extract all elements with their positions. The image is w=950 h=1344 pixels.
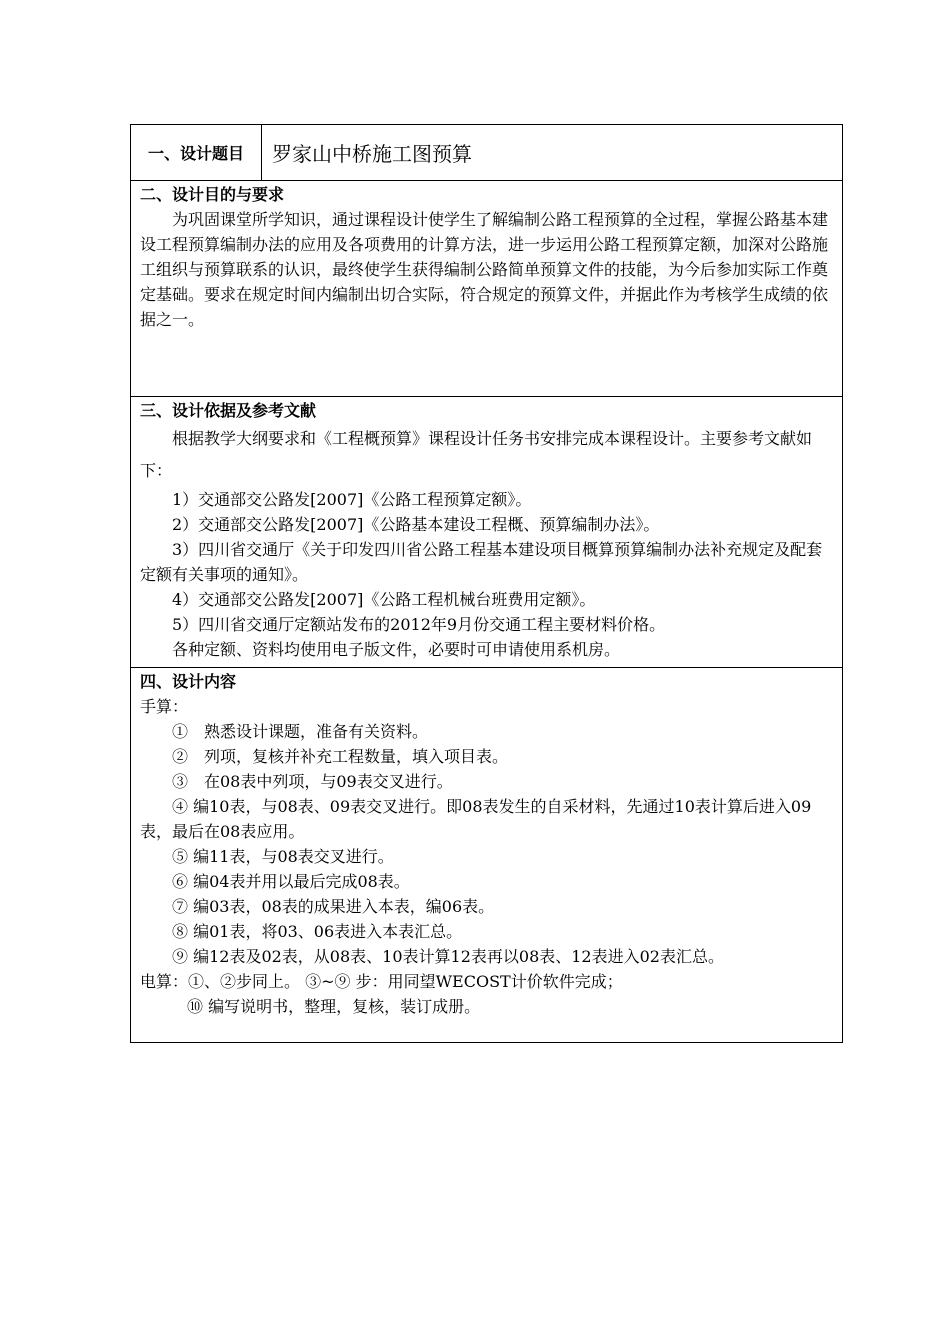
design-topic-row: [131, 125, 842, 181]
purpose-section: [131, 181, 842, 397]
step-item: ⑥ 编04表并用以最后完成08表。: [172, 872, 410, 891]
step-item: ② 列项，复核并补充工程数量，填入项目表。: [172, 747, 509, 766]
references-intro: 根据教学大纲要求和《工程概预算》课程设计任务书安排完成本课程设计。主要参考文献如下：: [140, 429, 813, 480]
references-section: [131, 397, 842, 668]
references-heading: 三、设计依据及参考文献: [140, 401, 317, 420]
references-note: 各种定额、资料均使用电子版文件，必要时可申请使用系机房。: [172, 640, 621, 659]
final-step: ⑩ 编写说明书，整理，复核，装订成册。: [187, 997, 481, 1016]
design-topic-label: 一、设计题目: [131, 125, 262, 180]
reference-item: 1）交通部交公路发[2007]《公路工程预算定额》。: [172, 490, 532, 509]
design-topic-title: 罗家山中桥施工图预算: [272, 142, 472, 166]
purpose-text: 为巩固课堂所学知识，通过课程设计使学生了解编制公路工程预算的全过程，掌握公路基本建设工程预算编制办法的应用及各项费用的计算方法，进一步运用公路工程预算定额，加深对公路施工组织与预算联系的认识，最终使学生获得编制公路简单预算文件的技能，为今后参加实际工作奠定基础。要求在规定时间内编制出切合实际，符合规定的预算文件，并据此作为考核学生成绩的依据之一。: [140, 210, 829, 329]
reference-item: 4）交通部交公路发[2007]《公路工程机械台班费用定额》。: [172, 590, 596, 609]
design-task-table: [130, 124, 843, 1043]
content-heading: 四、设计内容: [140, 672, 237, 691]
purpose-heading: 二、设计目的与要求: [140, 185, 285, 204]
step-item: ⑦ 编03表，08表的成果进入本表，编06表。: [172, 897, 495, 916]
computer-method: 电算：①、②步同上。 ③~⑨ 步：用同望WECOST计价软件完成；: [140, 972, 623, 991]
content-section: [131, 668, 842, 1042]
step-item: ⑨ 编12表及02表，从08表、10表计算12表再以08表、12表进入02表汇总。: [172, 947, 724, 966]
reference-item: 2）交通部交公路发[2007]《公路基本建设工程概、预算编制办法》。: [172, 515, 660, 534]
manual-label: 手算：: [140, 697, 189, 716]
reference-item: 3）四川省交通厅《关于印发四川省公路工程基本建设项目概算预算编制办法补充规定及配套定额有关事项的通知》。: [140, 540, 823, 584]
step-item: ⑤ 编11表，与08表交叉进行。: [172, 847, 394, 866]
step-item: ⑧ 编01表，将03、06表进入本表汇总。: [172, 922, 463, 941]
step-item: ④ 编10表，与08表、09表交叉进行。即08表发生的自采材料，先通过10表计算后进入09表，最后在08表应用。: [140, 797, 812, 841]
reference-item: 5）四川省交通厅定额站发布的2012年9月份交通工程主要材料价格。: [172, 615, 666, 634]
step-item: ① 熟悉设计课题，准备有关资料。: [172, 722, 429, 741]
step-item: ③ 在08表中列项，与09表交叉进行。: [172, 772, 453, 791]
